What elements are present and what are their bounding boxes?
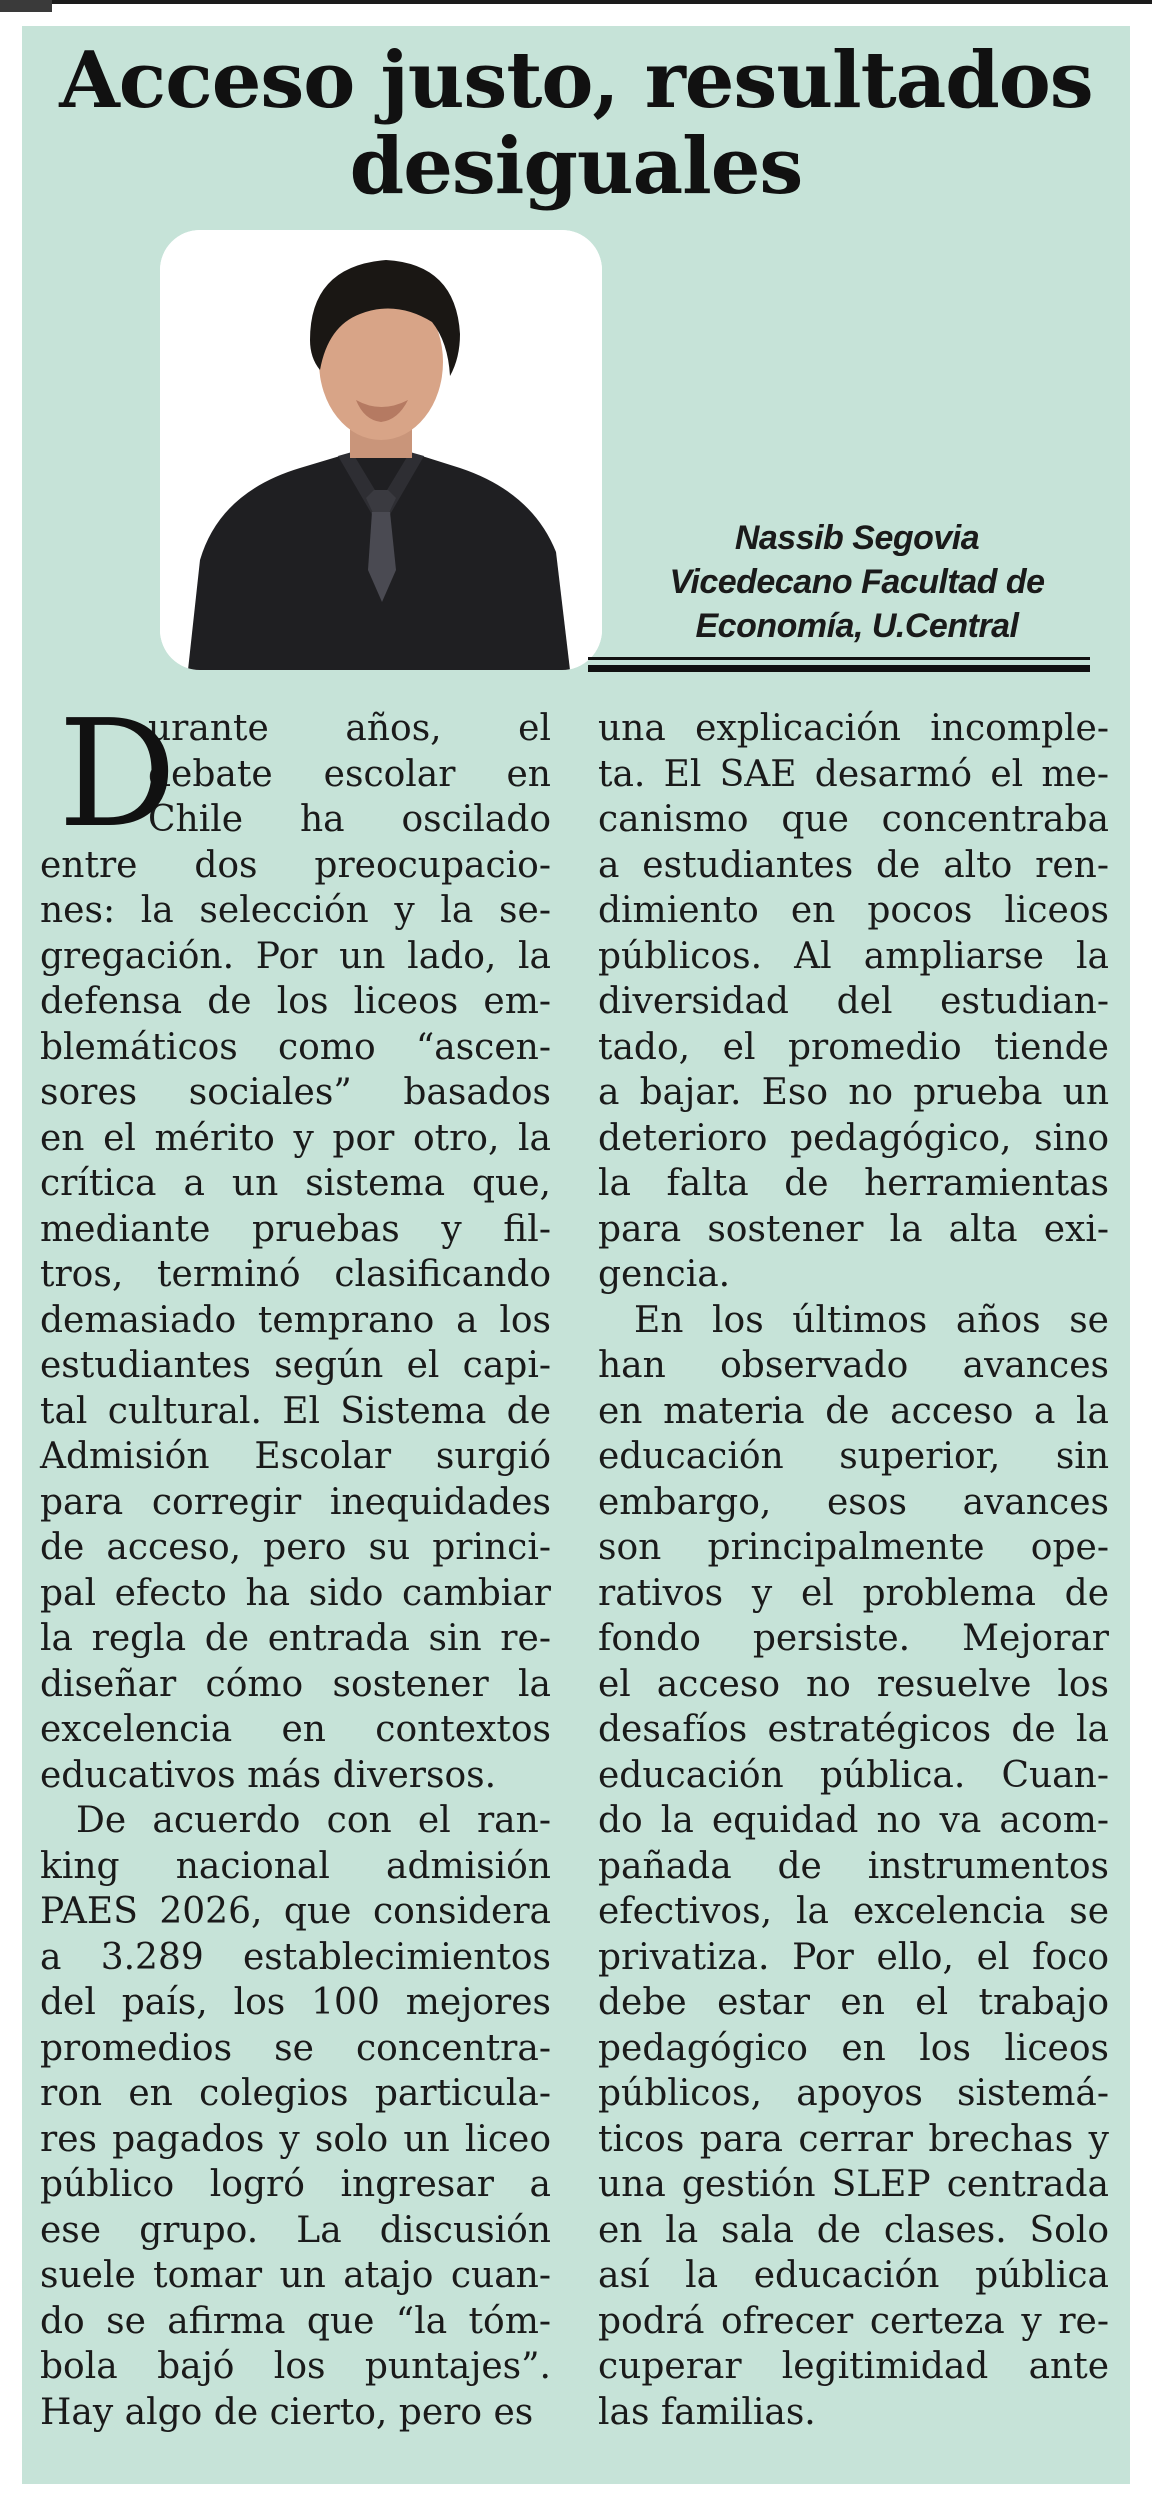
article-text-line: En los últimos años se — [634, 1299, 1109, 1341]
headline-line-1: Acceso justo, resultados — [59, 35, 1093, 126]
article-text-line: crítica a un sistema que, — [40, 1163, 551, 1204]
article-text-line: do la equidad no va acom- — [598, 1800, 1109, 1841]
article-text-line: la falta de herramientas — [598, 1163, 1109, 1204]
author-name: Nassib Segovia — [734, 519, 980, 557]
article-text-line: son principalmente ope- — [598, 1527, 1109, 1568]
headline-line-2: desiguales — [349, 121, 803, 212]
author-role-line-1: Vicedecano Facultad de — [669, 563, 1045, 601]
article-text-line: debe estar en el trabajo — [598, 1982, 1109, 2023]
article-text-line: ta. El SAE desarmó el me- — [598, 753, 1109, 795]
article-text-line: públicos, apoyos sistemá- — [598, 2073, 1109, 2114]
article-text-line: a estudiantes de alto ren- — [598, 844, 1109, 886]
article-text-line: suele tomar un atajo cuan- — [40, 2255, 551, 2296]
article-text-line: res pagados y solo un liceo — [40, 2118, 551, 2160]
article-text-line: urante años, el — [148, 708, 551, 749]
headline — [22, 35, 1130, 212]
article-text-line: promedios se concentra- — [40, 2027, 551, 2069]
article-text-line: embargo, esos avances — [598, 1481, 1109, 1523]
article-text-line: en la sala de clases. Solo — [598, 2209, 1109, 2251]
article-text-line: Admisión Escolar surgió — [40, 1436, 551, 1477]
article-text-line: deterioro pedagógico, sino — [598, 1117, 1109, 1159]
article-text-line: excelencia en contextos — [40, 1709, 551, 1750]
article-text-line: sores sociales” basados — [40, 1072, 551, 1113]
article-text-line: estudiantes según el capi- — [40, 1345, 551, 1386]
article-text-line: PAES 2026, que considera — [40, 1891, 551, 1932]
article-text-line: diseñar cómo sostener la — [40, 1663, 551, 1705]
article-text-line: defensa de los liceos em- — [40, 981, 551, 1022]
article-text-line: así la educación pública — [598, 2255, 1109, 2296]
article-text-line: gregación. Por un lado, la — [40, 935, 551, 977]
article-text-line: desafíos estratégicos de la — [598, 1709, 1109, 1750]
article-text-line: la regla de entrada sin re- — [40, 1618, 551, 1659]
article-text-line: han observado avances — [598, 1345, 1109, 1386]
author-photo — [160, 230, 602, 670]
article-text-line: fondo persiste. Mejorar — [598, 1618, 1109, 1659]
article-text-line: cuperar legitimidad ante — [598, 2346, 1109, 2387]
article-text-line: educativos más diversos. — [40, 1754, 497, 1796]
article-text-line: rativos y el problema de — [598, 1572, 1109, 1614]
article-text-line: tros, terminó clasificando — [40, 1254, 551, 1295]
article-text-line: público logró ingresar a — [40, 2164, 551, 2205]
article-text-line: el acceso no resuelve los — [598, 1663, 1109, 1705]
article-text-line: pal efecto ha sido cambiar — [40, 1572, 551, 1614]
article-panel — [22, 26, 1130, 2484]
top-rule — [0, 0, 1152, 4]
byline-rule-thick — [588, 665, 1090, 672]
article-text-line: en materia de acceso a la — [598, 1390, 1109, 1432]
article-text-line: ron en colegios particula- — [40, 2073, 551, 2114]
article-text-line: una explicación incomple- — [598, 708, 1109, 749]
article-text-line: tado, el promedio tiende — [598, 1026, 1109, 1068]
article-text-line: de acceso, pero su princi- — [40, 1527, 551, 1568]
drop-cap: D — [58, 688, 177, 860]
article-text-line: do se afirma que “la tóm- — [40, 2300, 551, 2342]
article-text-line: a 3.289 establecimientos — [40, 1936, 551, 1978]
article-text-line: ese grupo. La discusión — [40, 2209, 551, 2251]
article-text-line: públicos. Al ampliarse la — [598, 935, 1109, 977]
top-rule-tab — [0, 0, 52, 12]
article-text-line: bola bajó los puntajes”. — [40, 2346, 551, 2387]
article-text-line: canismo que concentraba — [598, 799, 1109, 840]
byline-rule-thin — [588, 657, 1090, 660]
article-text-line: tal cultural. El Sistema de — [40, 1390, 551, 1432]
article-text-line: nes: la selección y la se- — [40, 890, 551, 931]
article-text-line: debate escolar en — [148, 753, 551, 795]
article-text-line: para sostener la alta exi- — [598, 1208, 1109, 1250]
article-text-line: De acuerdo con el ran- — [76, 1800, 551, 1841]
article-text-line: a bajar. Eso no prueba un — [598, 1072, 1109, 1113]
article-text-line: para corregir inequidades — [40, 1481, 551, 1523]
article-column-left — [40, 688, 551, 2435]
article-text-line: podrá ofrecer certeza y re- — [598, 2300, 1109, 2342]
article-text-line: Chile ha oscilado — [148, 799, 551, 840]
article-text-line: gencia. — [598, 1254, 731, 1295]
author-role-line-2: Economía, U.Central — [695, 607, 1019, 645]
article-text-line: blemáticos como “ascen- — [40, 1026, 551, 1068]
article-text-line: pañada de instrumentos — [598, 1845, 1109, 1887]
article-text-line: del país, los 100 mejores — [40, 1982, 551, 2023]
article-text-line: educación pública. Cuan- — [598, 1754, 1109, 1796]
article-text-line: mediante pruebas y fil- — [40, 1208, 551, 1250]
article-text-line: king nacional admisión — [40, 1845, 551, 1887]
article-text-line: privatiza. Por ello, el foco — [598, 1936, 1109, 1978]
article-text-line: en el mérito y por otro, la — [40, 1117, 551, 1159]
article-text-line: las familias. — [598, 2391, 816, 2433]
article-text-line: diversidad del estudian- — [598, 981, 1109, 1022]
article-text-line: pedagógico en los liceos — [598, 2027, 1109, 2069]
article-text-line: Hay algo de cierto, pero es — [40, 2391, 534, 2433]
article-text-line: dimiento en pocos liceos — [598, 890, 1109, 931]
article-column-right — [598, 706, 1109, 2435]
article-text-line: efectivos, la excelencia se — [598, 1891, 1109, 1932]
article-text-line: educación superior, sin — [598, 1436, 1109, 1477]
article-text-line: una gestión SLEP centrada — [598, 2164, 1109, 2205]
article-text-line: demasiado temprano a los — [40, 1299, 551, 1341]
article-text-line: ticos para cerrar brechas y — [598, 2118, 1109, 2160]
author-byline — [622, 516, 1092, 648]
article-text-line: entre dos preocupacio- — [40, 844, 551, 886]
